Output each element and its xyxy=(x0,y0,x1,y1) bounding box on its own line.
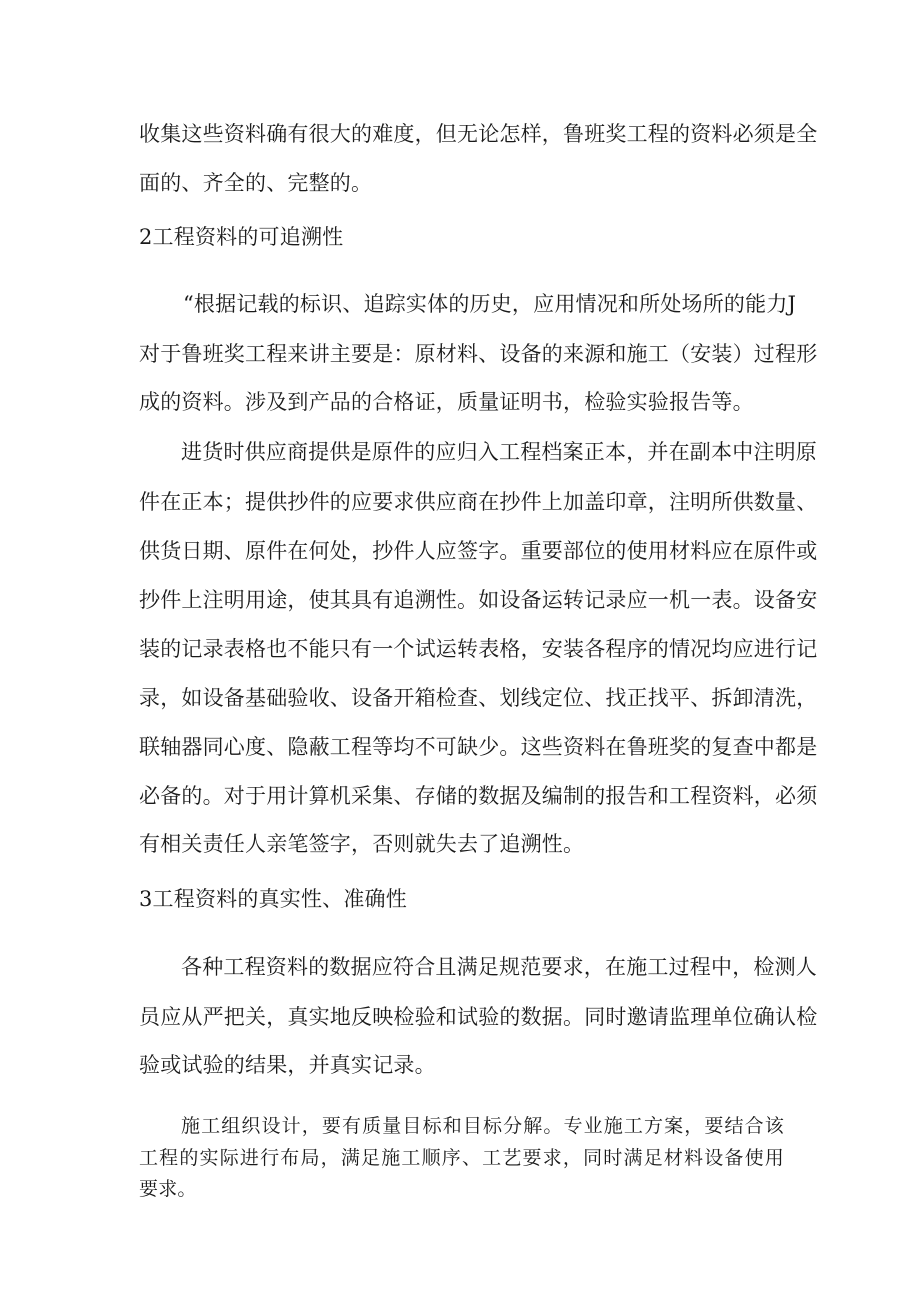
section-2-para-1-line-2: 对于鲁班奖工程来讲主要是：原材料、设备的来源和施工（安装）过程形 xyxy=(139,342,818,366)
section-3-para-2-line-3: 要求。 xyxy=(139,1178,197,1200)
intro-line-2: 面的、齐全的、完整的。 xyxy=(139,171,373,195)
section-3-heading: 3工程资料的真实性、准确性 xyxy=(139,887,407,911)
section-2-para-2-line-5: 装的记录表格也不能只有一个试运转表格，安装各程序的情况均应进行记 xyxy=(139,637,818,661)
section-2-para-2-line-3: 供货日期、原件在何处，抄件人应签字。重要部位的使用材料应在原件或 xyxy=(139,539,818,563)
section-2-para-1-line-3: 成的资料。涉及到产品的合格证，质量证明书，检验实验报告等。 xyxy=(139,390,754,414)
section-2-para-1-line-1: “根据记载的标识、追踪实体的历史，应用情况和所处场所的能力J xyxy=(183,292,797,316)
section-2-para-2-line-1: 进货时供应商提供是原件的应归入工程档案正本，并在副本中注明原 xyxy=(181,440,817,464)
section-3-para-2-line-2: 工程的实际进行布局，满足施工顺序、工艺要求，同时满足材料设备使用 xyxy=(139,1147,784,1169)
section-2-para-2-line-2: 件在正本；提供抄件的应要求供应商在抄件上加盖印章，注明所供数量、 xyxy=(139,490,818,514)
section-3-para-2-line-1: 施工组织设计，要有质量目标和目标分解。专业施工方案，要结合该 xyxy=(181,1115,784,1137)
section-2-para-2-line-9: 有相关责任人亲笔签字，否则就失去了追溯性。 xyxy=(139,832,585,856)
intro-line-1: 收集这些资料确有很大的难度，但无论怎样，鲁班奖工程的资料必须是全 xyxy=(139,122,818,146)
section-3-para-1-line-3: 验或试验的结果，并真实记录。 xyxy=(139,1053,436,1077)
section-2-para-2-line-4: 抄件上注明用途，使其具有追溯性。如设备运转记录应一机一表。设备安 xyxy=(139,588,818,612)
section-3-para-1-line-1: 各种工程资料的数据应符合且满足规范要求，在施工过程中，检测人 xyxy=(181,955,817,979)
section-2-para-2-line-8: 必备的。对于用计算机采集、存储的数据及编制的报告和工程资料，必须 xyxy=(139,784,818,808)
section-3-para-1-line-2: 员应从严把关，真实地反映检验和试验的数据。同时邀请监理单位确认检 xyxy=(139,1005,818,1029)
section-2-para-2-line-6: 录，如设备基础验收、设备开箱检查、划线定位、找正找平、拆卸清洗， xyxy=(139,686,818,710)
section-2-heading: 2工程资料的可追溯性 xyxy=(139,225,344,249)
section-2-para-2-line-7: 联轴器同心度、隐蔽工程等均不可缺少。这些资料在鲁班奖的复查中都是 xyxy=(139,735,818,759)
